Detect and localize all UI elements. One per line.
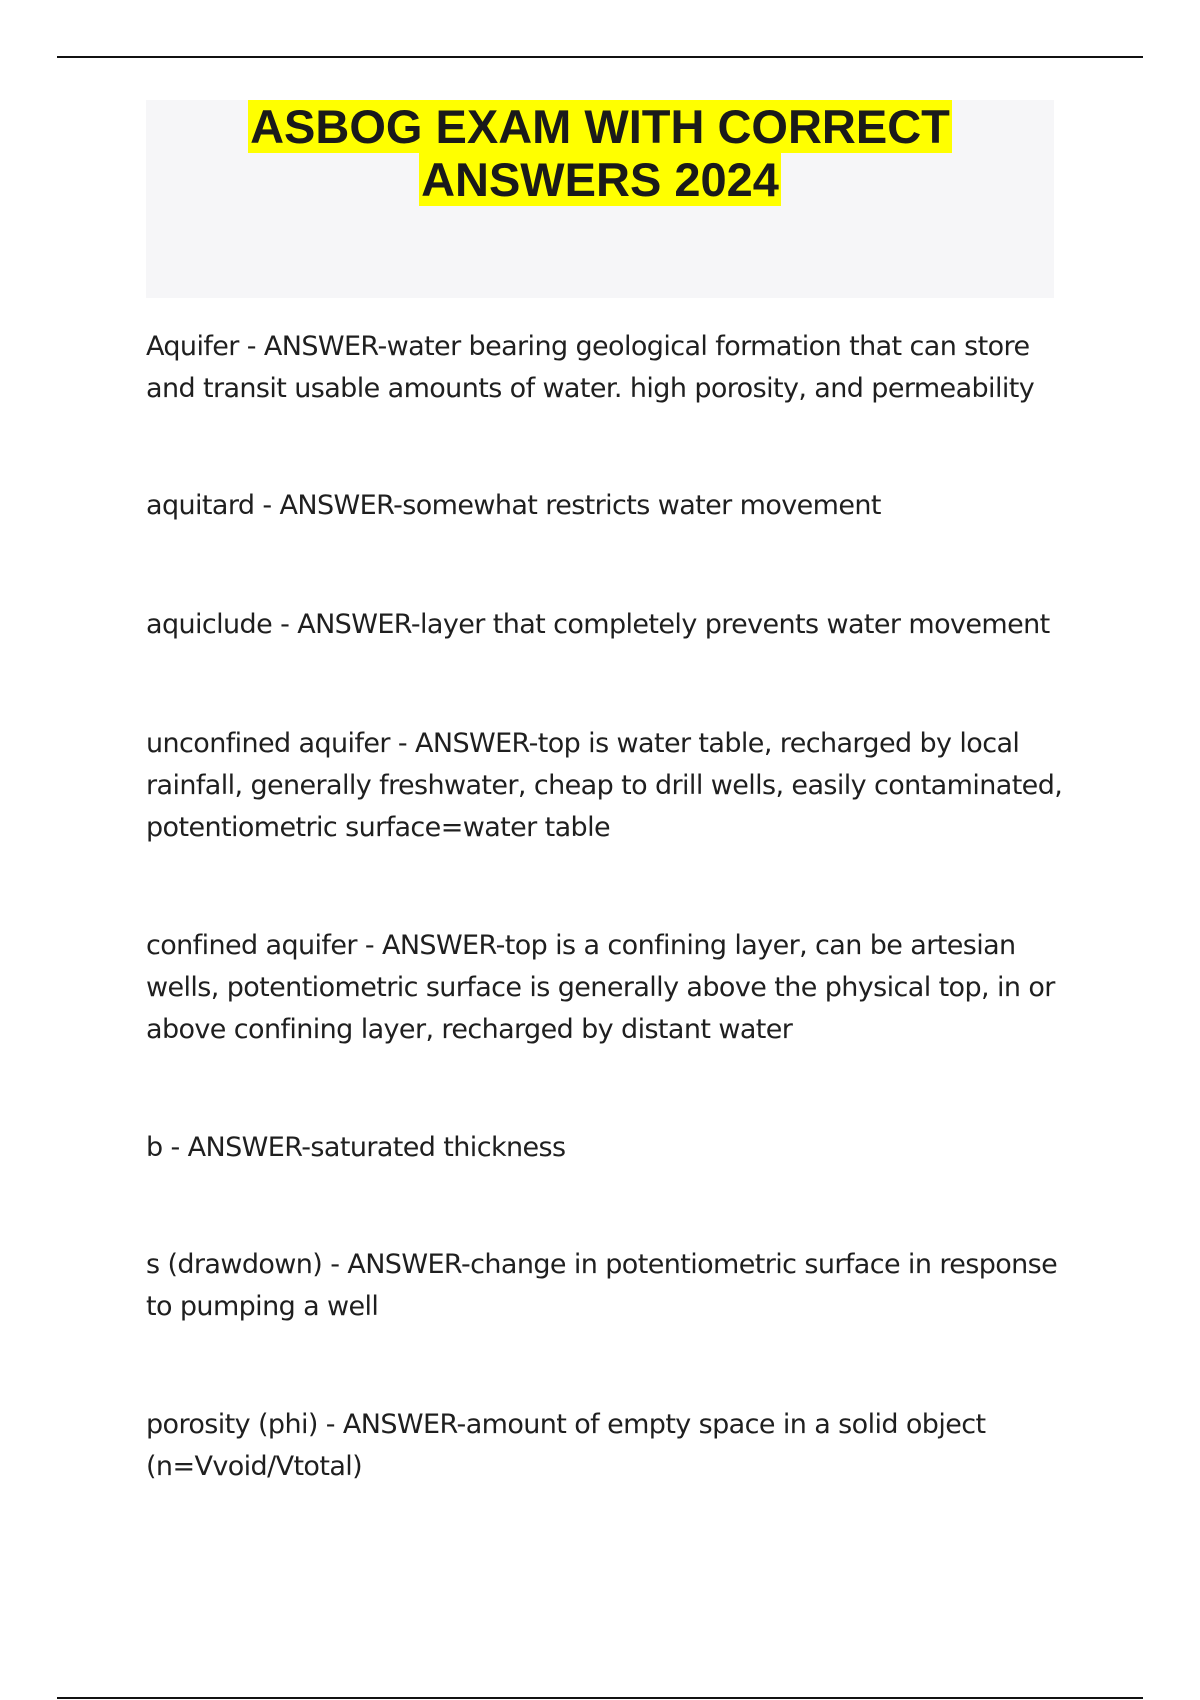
title-box [146,100,1054,298]
qa-entry-confined-aquifer: confined aquifer - ANSWER-top is a confining layer, can be artesian wells, potentiometric surface is generally above the physical top, in or above confining layer, recharged by distant water [146,930,1055,1045]
qa-entry-drawdown: s (drawdown) - ANSWER-change in potentiometric surface in response to pumping a well [146,1249,1058,1322]
qa-entry-aquifer: Aquifer - ANSWER-water bearing geological formation that can store and transit usable amounts of water. high porosity, and permeability [146,331,1035,404]
qa-entry-aquitard: aquitard - ANSWER-somewhat restricts water movement [146,490,881,521]
page-title [146,100,1054,206]
title-line-1: ASBOG EXAM WITH CORRECT [250,100,950,153]
qa-entry-porosity: porosity (phi) - ANSWER-amount of empty space in a solid object (n=Vvoid/Vtotal) [146,1409,986,1482]
top-rule [57,56,1143,58]
qa-entry-saturated-thickness: b - ANSWER-saturated thickness [146,1132,566,1163]
qa-entry-aquiclude: aquiclude - ANSWER-layer that completely prevents water movement [146,609,1050,640]
bottom-rule [57,1697,1143,1699]
qa-entry-unconfined-aquifer: unconfined aquifer - ANSWER-top is water table, recharged by local rainfall, generally freshwater, cheap to drill wells, easily contaminated, potentiometric surface=water table [146,728,1063,843]
title-line-2: ANSWERS 2024 [421,153,779,206]
